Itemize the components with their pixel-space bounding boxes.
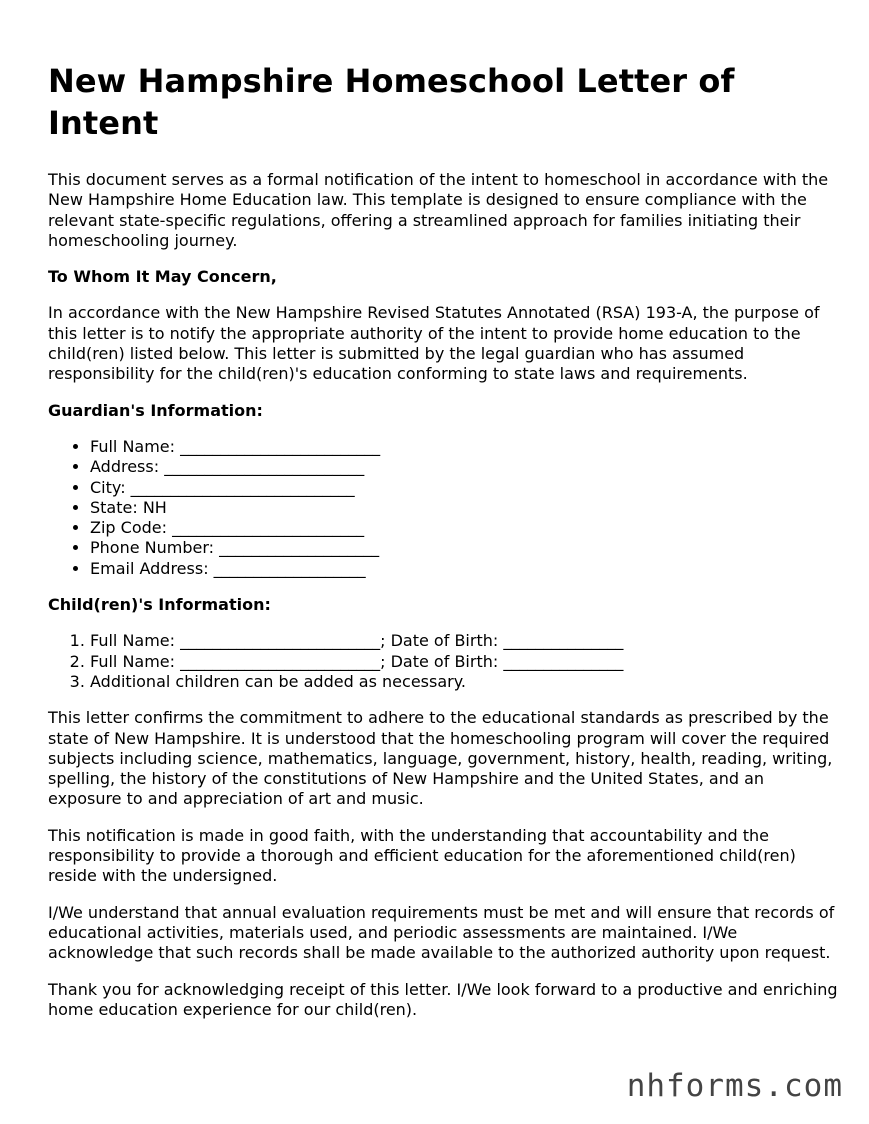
purpose-paragraph: In accordance with the New Hampshire Revised Statutes Annotated (RSA) 193-A, the purpose of this letter is to notify the appropriate authority of the intent to provide home education to the child(ren) listed below. This letter is submitted by the legal guardian who has assumed responsibility for the child(ren)'s education conforming to state laws and requirements. — [48, 303, 820, 384]
records-paragraph: I/We understand that annual evaluation requirements must be met and will ensure that records of educational activities, materials used, and periodic assessments are maintained. I/We acknowledge that such records shall be made available to the authorized authority upon request. — [48, 902, 835, 963]
good-faith-paragraph: This notification is made in good faith, with the understanding that accountability and the responsibility to provide a thorough and efficient education for the aforementioned child(ren) reside with the undersigned. — [48, 825, 796, 886]
guardian-info-list — [48, 437, 838, 579]
document-title: New Hampshire Homeschool Letter of Intent — [48, 62, 735, 142]
children-info-list — [48, 631, 838, 692]
children-heading: Child(ren)'s Information: — [48, 595, 271, 615]
child-entry-note: 3. Additional children can be added as necessary. — [90, 672, 838, 692]
guardian-heading: Guardian's Information: — [48, 400, 263, 420]
guardian-email: • Email Address: ___________________ — [90, 559, 838, 579]
commitment-paragraph: This letter confirms the commitment to adhere to the educational standards as prescribed by the state of New Hampshire. It is understood that the homeschooling program will cover the required subjects including science, mathematics, language, government, history, health, reading, writing, spelling, the history of the constitutions of New Hampshire and the United States, and an exposure to and appreciation of art and music. — [48, 708, 833, 809]
salutation: To Whom It May Concern, — [48, 267, 277, 287]
child-entry-1: 1. Full Name: _________________________; Date of Birth: _______________ — [90, 631, 838, 651]
guardian-address: • Address: _________________________ — [90, 457, 838, 477]
closing-paragraph: Thank you for acknowledging receipt of this letter. I/We look forward to a productive and enriching home education experience for our child(ren). — [48, 979, 838, 1019]
guardian-zip: • Zip Code: ________________________ — [90, 518, 838, 538]
child-entry-2: 2. Full Name: _________________________; Date of Birth: _______________ — [90, 652, 838, 672]
guardian-state: • State: NH — [90, 498, 838, 518]
guardian-city: • City: ____________________________ — [90, 478, 838, 498]
guardian-phone: • Phone Number: ____________________ — [90, 538, 838, 558]
intro-paragraph: This document serves as a formal notification of the intent to homeschool in accordance with the New Hampshire Home Education law. This template is designed to ensure compliance with the relevant state-specific regulations, offering a streamlined approach for families initiating their homeschooling journey. — [48, 170, 829, 250]
guardian-full-name: • Full Name: _________________________ — [90, 437, 838, 457]
document-page — [48, 60, 838, 1036]
site-watermark: nhforms.com — [626, 1068, 843, 1104]
